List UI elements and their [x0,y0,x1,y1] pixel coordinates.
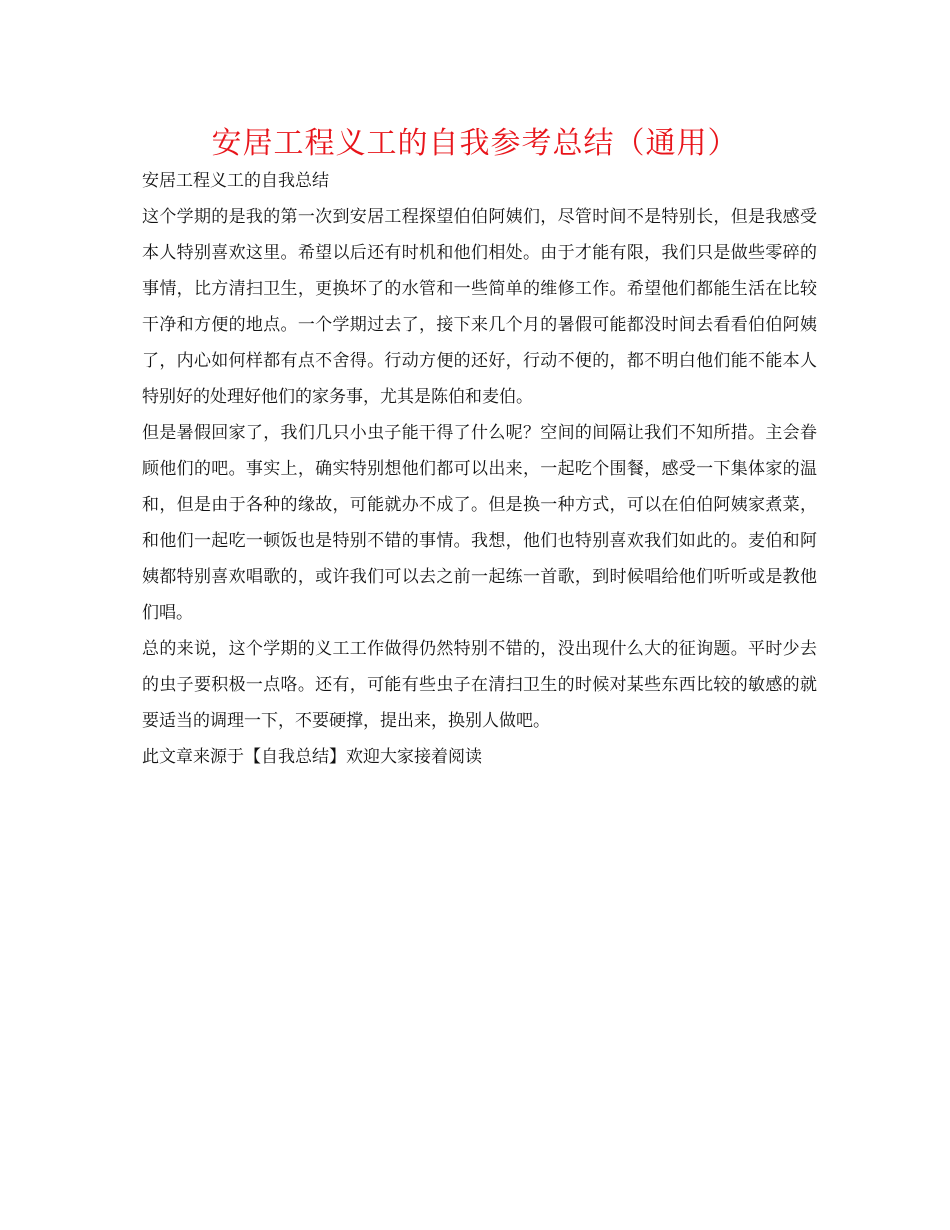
paragraph-1: 这个学期的是我的第一次到安居工程探望伯伯阿姨们，尽管时间不是特别长，但是我感受本人特别喜欢这里。希望以后还有时机和他们相处。由于才能有限，我们只是做些零碎的事情，比方清扫卫生，更换坏了的水管和一些简单的维修工作。希望他们都能生活在比较干净和方便的地点。一个学期过去了，接下来几个月的暑假可能都没时间去看看伯伯阿姨了，内心如何样都有点不舍得。行动方便的还好，行动不便的，都不明白他们能不能本人特别好的处理好他们的家务事，尤其是陈伯和麦伯。 [142,207,817,407]
paragraph-3: 总的来说，这个学期的义工工作做得仍然特别不错的，没出现什么大的征询题。平时少去的虫子要积极一点咯。还有，可能有些虫子在清扫卫生的时候对某些东西比较的敏感的就要适当的调理一下，不要硬撑，提出来，换别人做吧。 [142,639,817,731]
paragraph-2: 但是暑假回家了，我们几只小虫子能干得了什么呢？空间的间隔让我们不知所措。主会眷顾他们的吧。事实上，确实特别想他们都可以出来，一起吃个围餐，感受一下集体家的温和，但是由于各种的缘故，可能就办不成了。但是换一种方式，可以在伯伯阿姨家煮菜，和他们一起吃一顿饭也是特别不错的事情。我想，他们也特别喜欢我们如此的。麦伯和阿姨都特别喜欢唱歌的，或许我们可以去之前一起练一首歌，到时候唱给他们听听或是教他们唱。 [142,423,817,623]
source-note: 此文章来源于【自我总结】欢迎大家接着阅读 [142,747,482,767]
document-title: 安居工程义工的自我参考总结（通用） [211,126,739,161]
document-body [142,163,817,775]
document-subtitle: 安居工程义工的自我总结 [142,171,329,191]
